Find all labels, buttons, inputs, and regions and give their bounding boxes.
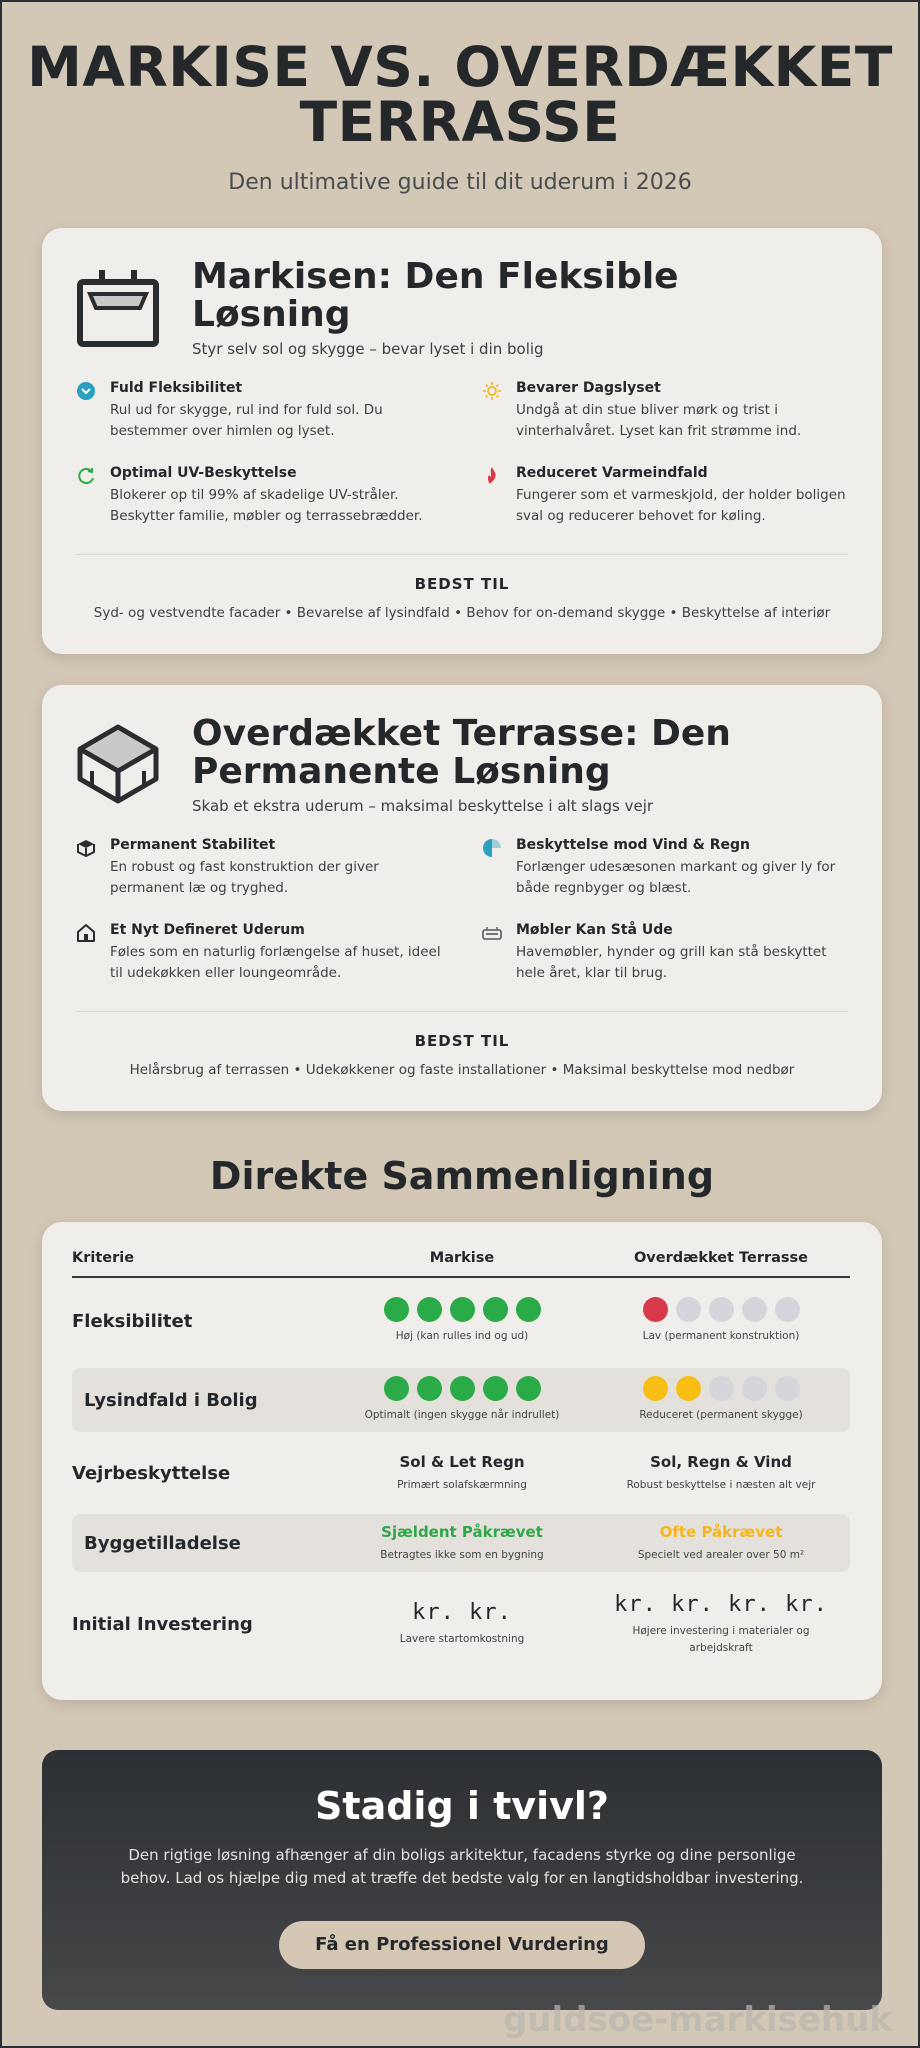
criterion-label: Lysindfald i Bolig (84, 1389, 258, 1411)
table-header (72, 1250, 850, 1278)
cell-caption: Højere investering i materialer og arbejdskraft (632, 1624, 810, 1654)
comparison-table (42, 1222, 882, 1700)
cell-value: kr. kr. (412, 1600, 512, 1626)
cell-caption: Lavere startomkostning (399, 1633, 525, 1646)
feature-title: Møbler Kan Stå Ude (516, 921, 673, 938)
feature-text: Havemøbler, hynder og grill kan stå beskyttet hele året, klar til brug. (516, 943, 827, 982)
cell-value: Sol & Let Regn (399, 1452, 525, 1471)
page-subtitle: Den ultimative guide til dit uderum i 2026 (228, 170, 692, 195)
cube-icon (76, 838, 96, 858)
markise-cell (332, 1376, 592, 1424)
sun-icon (482, 381, 502, 401)
table-row (72, 1368, 850, 1432)
feature-item (76, 380, 442, 443)
cell-caption: Primært solafskærmning (397, 1478, 527, 1491)
rating-dot-filled (417, 1297, 442, 1322)
markise-cell (332, 1297, 592, 1345)
terrasse-cell (592, 1297, 850, 1345)
feature-text: Fungerer som et varmeskjold, der holder boligen sval og reducerer behovet for køling. (516, 486, 846, 525)
feature-text: Rul ud for skygge, rul ind for fuld sol. Du bestemmer over himlen og lyset. (110, 401, 383, 440)
terrasse-cell (592, 1523, 850, 1564)
table-row (72, 1432, 850, 1514)
feature-title: Et Nyt Defineret Uderum (110, 921, 305, 938)
awning-icon (76, 266, 160, 350)
rating-dot-empty (709, 1376, 734, 1401)
column-header: Overdækket Terrasse (633, 1250, 809, 1266)
terrasse-cell (592, 1592, 850, 1657)
rating-dot-filled (483, 1297, 508, 1322)
rating-dot-empty (775, 1376, 800, 1401)
cell-caption: Betragtes ikke som en bygning (380, 1548, 544, 1561)
cell-value: kr. kr. kr. kr. (614, 1591, 828, 1617)
rating-dot-filled (483, 1376, 508, 1401)
markise-cell (332, 1453, 592, 1494)
rating-dot-filled (676, 1376, 701, 1401)
feature-item (482, 837, 848, 900)
feature-text: En robust og fast konstruktion der giver permanent læ og tryghed. (110, 858, 379, 897)
best-for-text: Syd- og vestvendte facader • Bevarelse af lysindfald • Behov for on-demand skygge • Beskyttelse af interiør (93, 604, 831, 621)
table-row (72, 1278, 850, 1364)
cell-caption: Lav (permanent konstruktion) (642, 1330, 800, 1343)
markise-cell (332, 1600, 592, 1648)
awning-card (42, 228, 882, 654)
cta-title: Stadig i tvivl? (315, 1784, 609, 1828)
column-header: Markise (429, 1250, 495, 1266)
cell-value: Sol, Regn & Vind (650, 1452, 792, 1471)
refresh-icon (76, 466, 96, 486)
cell-value: Ofte Påkrævet (659, 1522, 783, 1541)
chevron-circle-icon (76, 381, 96, 401)
feature-item (76, 922, 442, 985)
feature-text: Blokerer op til 99% af skadelige UV-stråler. Beskytter familie, møbler og terrassebrædder. (110, 486, 423, 525)
terrace-subtitle: Skab et ekstra uderum – maksimal beskyttelse i alt slags vejr (192, 796, 654, 815)
terrace-card (42, 685, 882, 1111)
rating-dots (592, 1297, 850, 1322)
feature-item (482, 380, 848, 443)
feature-item (482, 922, 848, 985)
feature-title: Permanent Stabilitet (110, 836, 276, 853)
rating-dot-filled (384, 1376, 409, 1401)
grill-icon (482, 923, 502, 943)
awning-subtitle: Styr selv sol og skygge – bevar lyset i din bolig (192, 339, 544, 358)
terrace-best-for (76, 1011, 848, 1078)
criterion-label: Byggetilladelse (84, 1532, 241, 1554)
rating-dot-empty (742, 1297, 767, 1322)
cell-caption: Reduceret (permanent skygge) (639, 1409, 803, 1422)
column-header: Kriterie (72, 1250, 135, 1266)
cta-box (42, 1750, 882, 2010)
feature-item (76, 837, 442, 900)
rating-dots (332, 1297, 592, 1322)
covered-terrace-icon (76, 723, 160, 807)
best-for-text: Helårsbrug af terrassen • Udekøkkener og faste installationer • Maksimal beskyttelse mod nedbør (129, 1061, 795, 1078)
awning-best-for (76, 554, 848, 621)
house-icon (76, 923, 96, 943)
feature-text: Forlænger udesæsonen markant og giver ly for både regnbyger og blæst. (516, 858, 836, 897)
best-for-label: BEDST TIL (414, 574, 510, 593)
cta-text: Den rigtige løsning afhænger af din boligs arkitektur, facadens styrke og dine personlige behov. Lad os hjælpe dig med at træffe det bedste valg for en langtidsholdbar investering. (120, 1846, 804, 1887)
feature-title: Optimal UV-Beskyttelse (110, 464, 297, 481)
feature-title: Bevarer Dagslyset (516, 379, 661, 396)
table-row (72, 1572, 850, 1676)
rating-dot-filled (384, 1297, 409, 1322)
terrace-title: Overdækket Terrasse: Den Permanente Løsning (192, 713, 731, 792)
cell-value: Sjældent Påkrævet (381, 1522, 543, 1541)
terrasse-cell (592, 1376, 850, 1424)
criterion-label: Initial Investering (72, 1613, 253, 1635)
awning-features (42, 358, 882, 528)
flame-icon (482, 466, 502, 486)
rating-dot-filled (516, 1297, 541, 1322)
rating-dot-filled (643, 1376, 668, 1401)
cell-caption: Høj (kan rulles ind og ud) (395, 1330, 529, 1343)
half-circle-icon (482, 838, 502, 858)
cell-caption: Optimalt (ingen skygge når indrullet) (364, 1409, 560, 1422)
cell-caption: Specielt ved arealer over 50 m² (637, 1548, 805, 1561)
cell-caption: Robust beskyttelse i næsten alt vejr (626, 1478, 816, 1491)
rating-dot-filled (643, 1297, 668, 1322)
feature-title: Reduceret Varmeindfald (516, 464, 708, 481)
rating-dot-filled (450, 1376, 475, 1401)
best-for-label: BEDST TIL (414, 1031, 510, 1050)
rating-dot-filled (417, 1376, 442, 1401)
feature-title: Fuld Fleksibilitet (110, 379, 243, 396)
rating-dot-filled (450, 1297, 475, 1322)
hero-header (2, 2, 918, 195)
rating-dots (592, 1376, 850, 1401)
rating-dot-empty (742, 1376, 767, 1401)
comparison-title: Direkte Sammenligning (209, 1154, 715, 1198)
rating-dot-filled (516, 1376, 541, 1401)
watermark: guldsoe-markisehuk (502, 2000, 892, 2040)
criterion-label: Vejrbeskyttelse (72, 1462, 231, 1484)
rating-dot-empty (709, 1297, 734, 1322)
markise-cell (332, 1523, 592, 1564)
terrasse-cell (592, 1453, 850, 1494)
table-row (72, 1514, 850, 1572)
feature-text: Undgå at din stue bliver mørk og trist i vinterhalvåret. Lyset kan frit strømme ind. (516, 401, 802, 440)
professional-assessment-button[interactable]: Få en Professionel Vurdering (279, 1921, 645, 1969)
feature-text: Føles som en naturlig forlængelse af huset, ideel til udekøkken eller loungeområde. (110, 943, 441, 982)
rating-dots (332, 1376, 592, 1401)
criterion-label: Fleksibilitet (72, 1310, 193, 1332)
rating-dot-empty (676, 1297, 701, 1322)
feature-item (482, 465, 848, 528)
awning-title: Markisen: Den Fleksible Løsning (192, 256, 679, 335)
page-title: MARKISE VS. OVERDÆKKET TERRASSE (27, 35, 893, 154)
terrace-features (42, 815, 882, 985)
feature-title: Beskyttelse mod Vind & Regn (516, 836, 751, 853)
rating-dot-empty (775, 1297, 800, 1322)
feature-item (76, 465, 442, 528)
